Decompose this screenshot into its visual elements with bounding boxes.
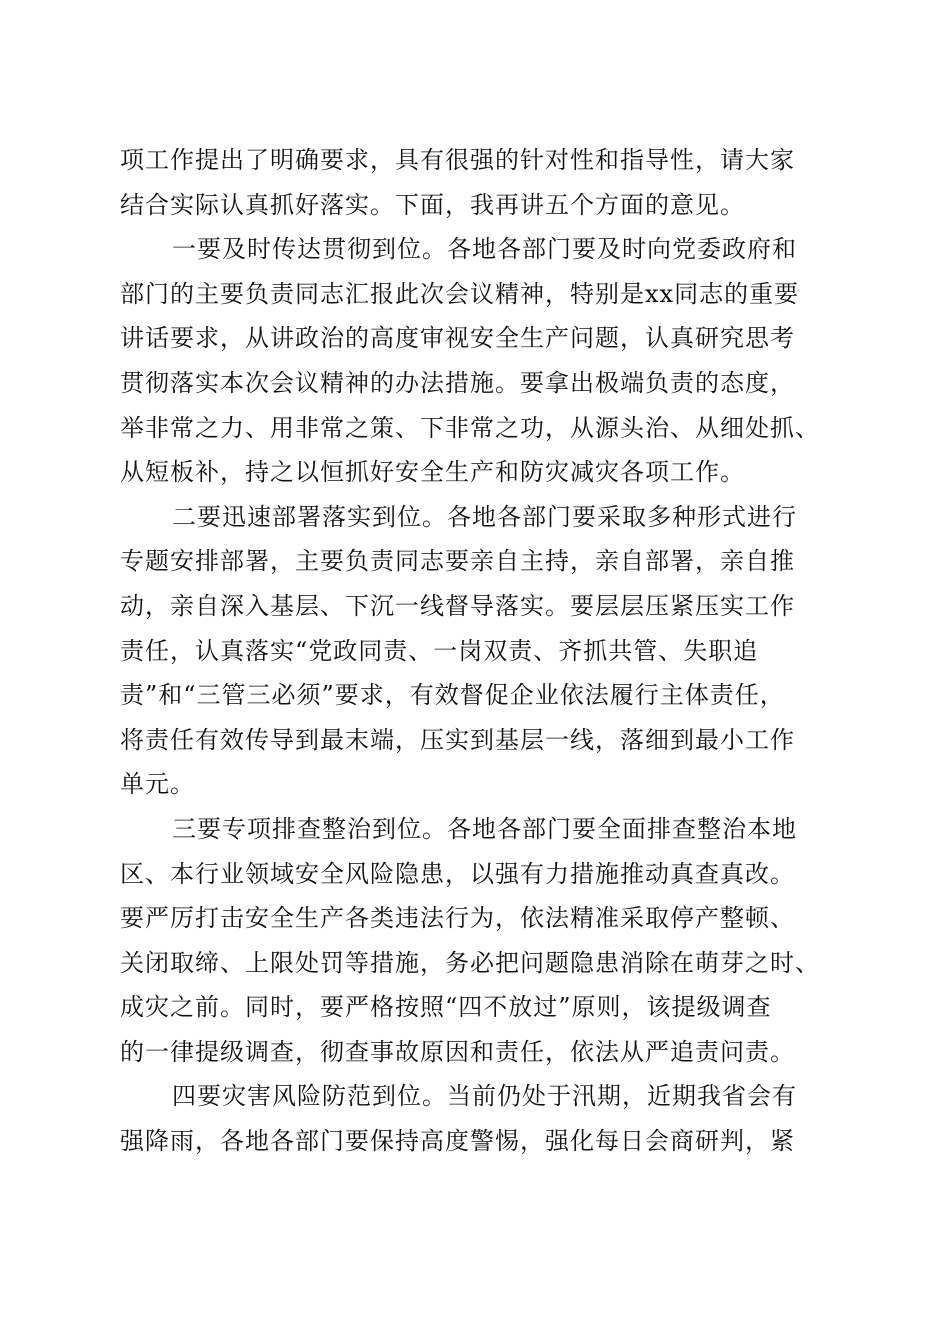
paragraph-1-start: 一要及时传达贯彻到位。各地各部门要及时向党委政府和 <box>172 235 797 264</box>
text-line: 要严厉打击安全生产各类违法行为，依法精准采取停产整顿、 <box>120 904 795 933</box>
text-line: 贯彻落实本次会议精神的办法措施。要拿出极端负责的态度， <box>120 368 795 397</box>
text-line: 强降雨，各地各部门要保持高度警惕，强化每日会商研判，紧 <box>120 1127 795 1156</box>
document-body <box>120 138 840 1164</box>
text-line: 部门的主要负责同志汇报此次会议精神，特别是xx同志的重要 <box>120 279 800 308</box>
text-line: 项工作提出了明确要求，具有很强的针对性和指导性，请大家 <box>120 146 795 174</box>
text-line: 责任，认真落实“党政同责、一岗双责、齐抓共管、失职追 <box>120 636 759 665</box>
text-line: 从短板补，持之以恒抓好安全生产和防灾减灾各项工作。 <box>120 458 745 487</box>
text-line: 区、本行业领域安全风险隐患，以强有力措施推动真查真改。 <box>120 859 795 888</box>
text-line: 关闭取缔、上限处罚等措施，务必把问题隐患消除在萌芽之时、 <box>120 948 820 977</box>
text-line: 结合实际认真抓好落实。下面，我再讲五个方面的意见。 <box>120 190 745 219</box>
text-line: 成灾之前。同时，要严格按照“四不放过”原则，该提级调查 <box>120 993 772 1022</box>
text-line: 单元。 <box>120 770 195 799</box>
text-line: 将责任有效传导到最末端，压实到基层一线，落细到最小工作 <box>120 725 795 754</box>
paragraph-4-start: 四要灾害风险防范到位。当前仍处于汛期，近期我省会有 <box>172 1082 797 1111</box>
text-line: 的一律提级调查，彻查事故原因和责任，依法从严追责问责。 <box>120 1037 795 1066</box>
paragraph-2-start: 二要迅速部署落实到位。各地各部门要采取多种形式进行 <box>172 502 797 531</box>
paragraph-3-start: 三要专项排查整治到位。各地各部门要全面排查整治本地 <box>172 814 797 843</box>
text-line: 专题安排部署，主要负责同志要亲自主持，亲自部署，亲自推 <box>120 547 795 576</box>
text-line: 责”和“三管三必须”要求，有效督促企业依法履行主体责任， <box>120 681 785 710</box>
text-line: 举非常之力、用非常之策、下非常之功，从源头治、从细处抓、 <box>120 413 820 442</box>
text-line: 讲话要求，从讲政治的高度审视安全生产问题，认真研究思考 <box>120 324 795 353</box>
text-line: 动，亲自深入基层、下沉一线督导落实。要层层压紧压实工作 <box>120 591 795 620</box>
